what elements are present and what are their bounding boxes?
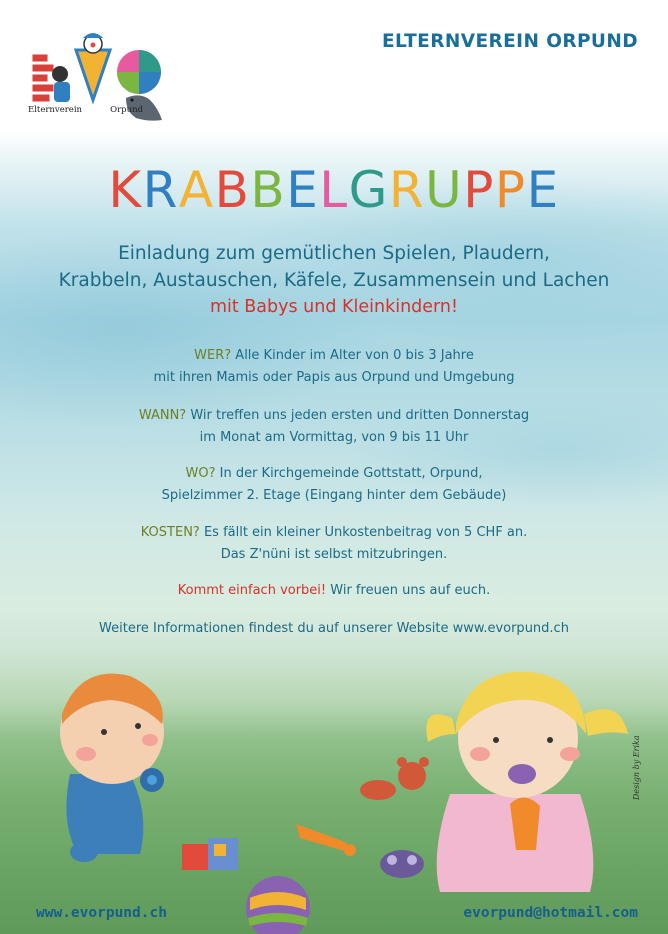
title-letter: P: [463, 161, 495, 219]
call-to-action: [0, 580, 668, 602]
title-letter: G: [348, 161, 389, 219]
title-letter: P: [494, 161, 527, 219]
title-letter: B: [214, 161, 251, 219]
more-info: Weitere Informationen findest du auf unserer Website www.evorpund.ch: [99, 621, 569, 636]
where-line-1: In der Kirchgemeinde Gottstatt, Orpund,: [215, 466, 483, 481]
when-line-1: Wir treffen uns jeden ersten und dritten Donnerstag: [186, 408, 530, 423]
who-label: WER?: [194, 348, 232, 363]
title-letter: K: [108, 161, 143, 219]
logo-caption: [28, 105, 143, 115]
cta-text: Wir freuen uns auf euch.: [326, 583, 491, 598]
intro-line-2: Krabbeln, Austauschen, Käfele, Zusammensein und Lachen: [58, 270, 610, 291]
logo-text-right: Orpund: [110, 105, 143, 115]
toy-ball-illustration: [246, 876, 310, 934]
baby-girl-illustration: [426, 672, 628, 892]
org-title: ELTERNVEREIN ORPUND: [382, 31, 638, 52]
child-figure-icon: [52, 66, 70, 102]
footer-email[interactable]: evorpund@hotmail.com: [463, 905, 638, 921]
title-letter: R: [142, 161, 179, 219]
cost-section: [0, 522, 668, 566]
beach-ball-icon: [117, 50, 161, 94]
evo-logo: [28, 28, 173, 138]
baby-boy-illustration: [60, 674, 164, 862]
cta-highlight: Kommt einfach vorbei!: [177, 583, 327, 598]
v-kite-icon: [76, 33, 110, 100]
logo-text-left: Elternverein: [28, 105, 83, 115]
toy-car-illustration: [380, 850, 424, 878]
when-label: WANN?: [138, 408, 187, 423]
who-section: [0, 345, 668, 389]
intro-line-3: mit Babys und Kleinkindern!: [209, 297, 459, 317]
rattle-illustration: [296, 824, 356, 856]
teddy-bear-illustration: [360, 757, 429, 800]
where-line-2: Spielzimmer 2. Etage (Eingang hinter dem Gebäude): [161, 488, 507, 503]
title-letter: E: [286, 161, 320, 219]
cost-line-1: Es fällt ein kleiner Unkostenbeitrag von 5 CHF an.: [199, 525, 528, 540]
title-letter: L: [319, 161, 349, 219]
cost-line-2: Das Z'nüni ist selbst mitzubringen.: [220, 547, 448, 562]
page-title: [0, 160, 668, 220]
brick-wall-icon: [32, 54, 54, 102]
when-section: [0, 405, 668, 449]
illustration: [0, 654, 668, 934]
intro-text: [0, 240, 668, 321]
when-line-2: im Monat am Vormittag, von 9 bis 11 Uhr: [199, 430, 469, 445]
design-credit: Design by Erika: [632, 735, 641, 800]
title-letter: U: [425, 161, 464, 219]
who-line-2: mit ihren Mamis oder Papis aus Orpund und Umgebung: [153, 370, 515, 385]
who-line-1: Alle Kinder im Alter von 0 bis 3 Jahre: [231, 348, 474, 363]
title-letter: E: [526, 161, 560, 219]
cost-label: KOSTEN?: [140, 525, 200, 540]
title-letter: B: [250, 161, 287, 219]
intro-line-1: Einladung zum gemütlichen Spielen, Plaudern,: [118, 243, 550, 264]
where-label: WO?: [185, 466, 216, 481]
footer-website[interactable]: www.evorpund.ch: [36, 905, 167, 921]
title-letter: A: [178, 161, 215, 219]
where-section: [0, 463, 668, 507]
title-letter: R: [388, 161, 426, 219]
toy-blocks-illustration: [182, 838, 238, 870]
